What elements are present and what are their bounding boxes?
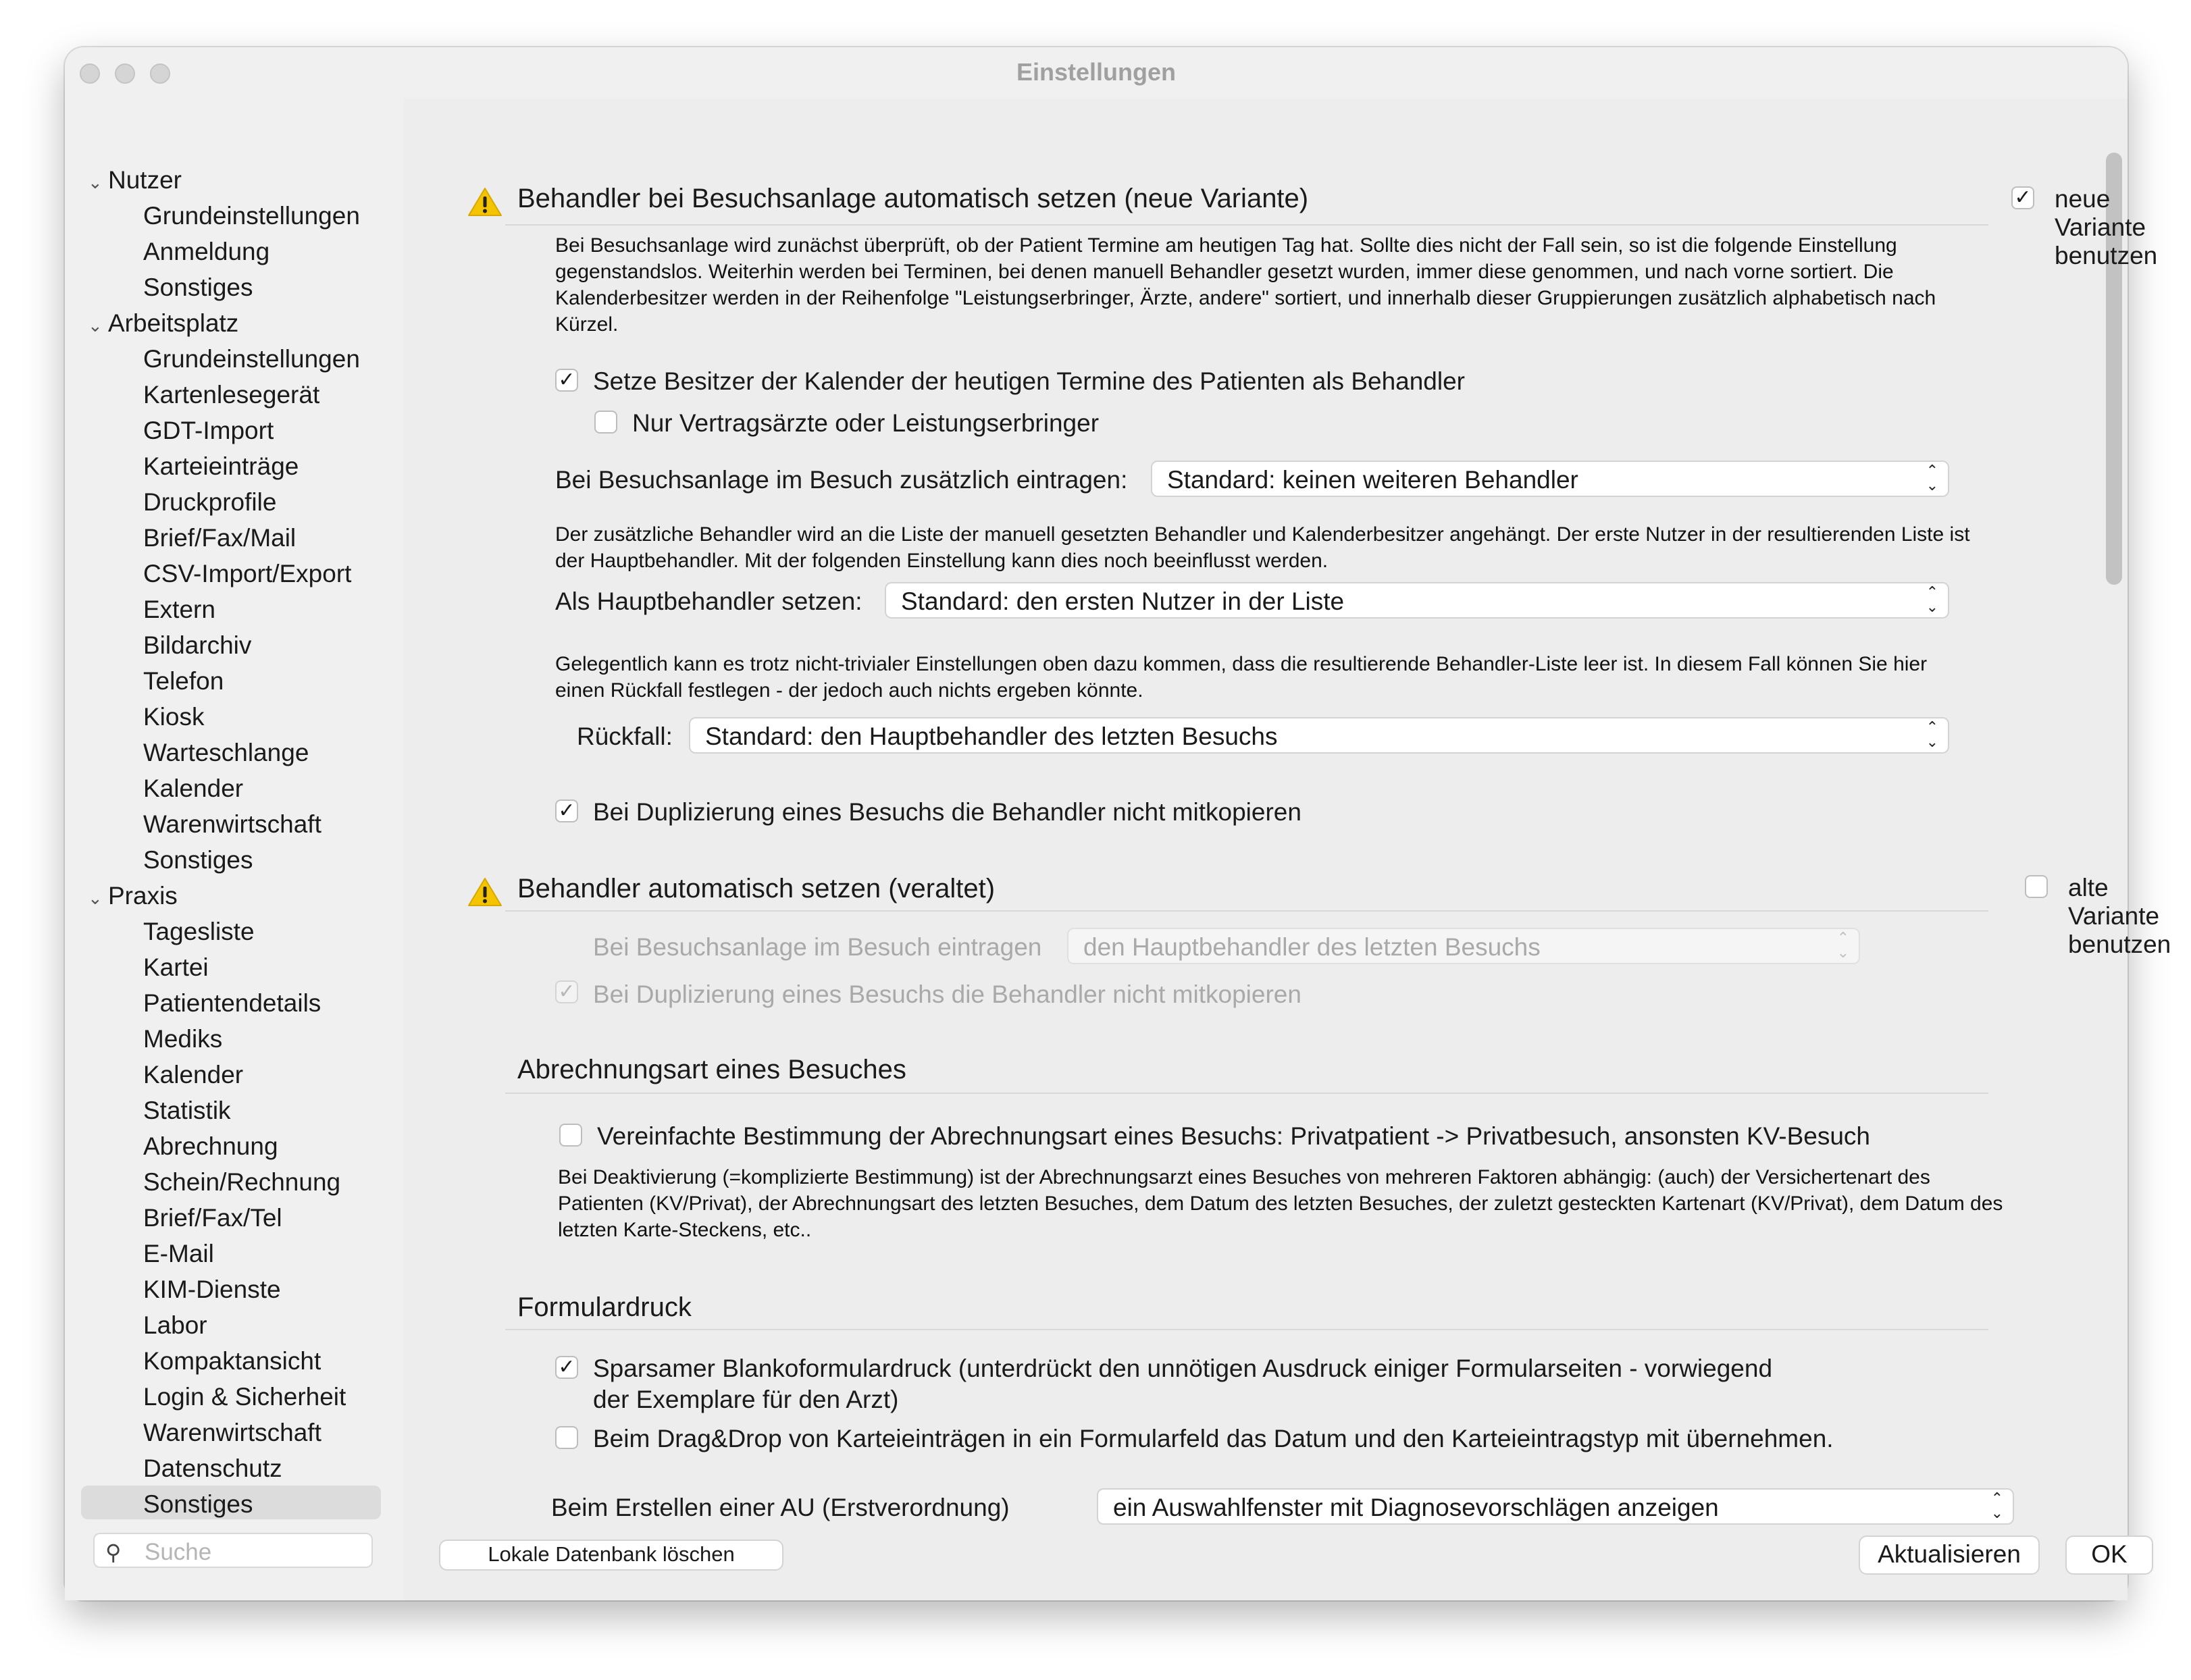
sidebar-item[interactable]: Tagesliste <box>143 918 255 945</box>
sidebar-item[interactable]: Karteieinträge <box>143 452 299 480</box>
sidebar-item[interactable]: Kalender <box>143 1061 244 1088</box>
sidebar <box>65 99 404 1600</box>
sidebar-item[interactable]: Bildarchiv <box>143 631 252 659</box>
simplified-billing-label: Vereinfachte Bestimmung der Abrechnungsart eines Besuchs: Privatpatient -> Privatbesuch, ansonsten KV-Besuch <box>597 1122 1870 1150</box>
sidebar-item[interactable]: Brief/Fax/Mail <box>143 524 297 552</box>
chevron-down-icon[interactable]: ⌄ <box>88 315 103 336</box>
sidebar-item[interactable]: KIM-Dienste <box>143 1276 281 1303</box>
sidebar-item[interactable]: E-Mail <box>143 1240 214 1267</box>
select-arrows-icon: ⌃ ⌄ <box>1926 462 1938 494</box>
sidebar-group-arbeitsplatz[interactable]: ⌄ Arbeitsplatz <box>88 309 239 337</box>
sidebar-group-praxis[interactable]: ⌄ Praxis <box>88 882 178 910</box>
owner-checkbox[interactable]: ✓ <box>555 369 578 392</box>
no-copy-checkbox[interactable]: ✓ <box>555 799 578 822</box>
fallback-description: Gelegentlich kann es trotz nicht-trivialer Einstellungen oben dazu kommen, dass die resultierende Behandler-Liste leer ist. In diesem Fall können Sie hier einen Rückfall festlegen - der jedoch auch nichts ergeben könnte. <box>555 653 1928 702</box>
sidebar-item[interactable]: Statistik <box>143 1097 231 1124</box>
sidebar-item[interactable]: Brief/Fax/Tel <box>143 1204 282 1232</box>
new-variant-checkbox[interactable]: ✓ <box>2011 186 2034 209</box>
search-field[interactable] <box>93 1533 373 1568</box>
sparse-print-checkbox[interactable]: ✓ <box>555 1356 578 1379</box>
sidebar-item[interactable]: Kartei <box>143 953 209 981</box>
sidebar-item[interactable]: CSV-Import/Export <box>143 560 352 587</box>
sidebar-item-selected[interactable]: Sonstiges <box>143 1490 253 1518</box>
settings-content <box>404 99 2171 1600</box>
section-divider <box>505 224 1988 226</box>
additional-label: Bei Besuchsanlage im Besuch zusätzlich eintragen: <box>555 466 1128 494</box>
additional-description: Der zusätzliche Behandler wird an die Liste der manuell gesetzten Behandler und Kalenderbesitzer angehängt. Der erste Nutzer in der resultierenden Liste ist der Hauptbehandler. Mit der folgenden Einstellung kann dies noch beeinflusst werden. <box>555 523 1970 572</box>
drag-drop-checkbox[interactable] <box>555 1426 578 1449</box>
warning-icon <box>467 876 502 908</box>
section-divider <box>505 1329 1988 1330</box>
old-variant-checkbox[interactable] <box>2025 875 2048 898</box>
main-practitioner-label: Als Hauptbehandler setzen: <box>555 587 862 615</box>
title-bar <box>65 47 2128 99</box>
sidebar-item[interactable]: Kompaktansicht <box>143 1347 321 1375</box>
sidebar-item[interactable]: Warteschlange <box>143 739 309 766</box>
sidebar-item[interactable]: Telefon <box>143 667 224 695</box>
sparse-print-label-line1: Sparsamer Blankoformulardruck (unterdrückt den unnötigen Ausdruck einiger Formularseiten - vorwiegend <box>593 1355 1773 1382</box>
chevron-down-icon[interactable]: ⌄ <box>88 172 103 192</box>
select-arrows-icon: ⌃ ⌄ <box>1926 718 1938 750</box>
sidebar-item[interactable]: Kalender <box>143 775 244 802</box>
additional-select[interactable]: Standard: keinen weiteren Behandler ⌃ ⌄ <box>1151 461 1949 497</box>
section-title-new-variant: Behandler bei Besuchsanlage automatisch setzen (neue Variante) <box>517 184 1309 213</box>
au-select[interactable]: ein Auswahlfenster mit Diagnosevorschlägen anzeigen ⌃ ⌄ <box>1097 1488 2014 1525</box>
sidebar-item[interactable]: Schein/Rechnung <box>143 1168 341 1196</box>
section-title-old-variant: Behandler automatisch setzen (veraltet) <box>517 874 996 903</box>
sidebar-item[interactable]: Kiosk <box>143 703 205 731</box>
new-variant-label: neue Variante benutzen <box>2055 185 2158 269</box>
refresh-button[interactable]: Aktualisieren <box>1859 1535 2040 1575</box>
settings-window <box>65 47 2171 1600</box>
fallback-select[interactable]: Standard: den Hauptbehandler des letzten Besuchs ⌃ ⌄ <box>689 717 1949 754</box>
ok-button[interactable]: OK <box>2065 1535 2153 1575</box>
legacy-enter-label: Bei Besuchsanlage im Besuch eintragen <box>593 933 1042 961</box>
search-icon: ⚲ <box>105 1540 122 1565</box>
sidebar-item[interactable]: Mediks <box>143 1025 223 1053</box>
search-placeholder: Suche <box>145 1539 212 1565</box>
warning-icon <box>467 186 502 217</box>
sidebar-item[interactable]: Abrechnung <box>143 1132 278 1160</box>
sidebar-item[interactable]: Labor <box>143 1311 207 1339</box>
sidebar-item[interactable]: Grundeinstellungen <box>143 202 360 230</box>
section-divider <box>505 1093 1988 1094</box>
fallback-label: Rückfall: <box>577 723 673 750</box>
select-arrows-icon: ⌃ ⌄ <box>1926 583 1938 615</box>
sidebar-item[interactable]: Warenwirtschaft <box>143 1419 321 1446</box>
drag-drop-label: Beim Drag&Drop von Karteieinträgen in ein Formularfeld das Datum und den Karteieintragstyp mit übernehmen. <box>593 1425 1834 1452</box>
select-arrows-icon: ⌃ ⌄ <box>1836 929 1849 961</box>
legacy-no-copy-checkbox[interactable]: ✓ <box>555 980 578 1003</box>
sidebar-item[interactable]: Grundeinstellungen <box>143 345 360 373</box>
contract-doctors-checkbox[interactable] <box>594 411 617 434</box>
select-arrows-icon: ⌃ ⌄ <box>1990 1490 2003 1521</box>
delete-local-db-button[interactable]: Lokale Datenbank löschen <box>439 1540 783 1571</box>
section-title-billing: Abrechnungsart eines Besuches <box>517 1055 906 1084</box>
no-copy-label: Bei Duplizierung eines Besuchs die Behandler nicht mitkopieren <box>593 798 1301 826</box>
billing-description: Bei Deaktivierung (=komplizierte Bestimmung) ist der Abrechnungsarzt eines Besuches von mehreren Faktoren abhängig: (auch) der Versichertenart des Patienten (KV/Privat), der Abrechnungsart des letzten Besuches, dem Datum des letzten Besuches, der zuletzt gesteckten Kartenart (KV/Privat), dem Datum des letzten Karte-Steckens, etc.. <box>558 1166 2003 1241</box>
sidebar-item[interactable]: Druckprofile <box>143 488 277 516</box>
section-title-form-print: Formulardruck <box>517 1292 692 1322</box>
section1-description: Bei Besuchsanlage wird zunächst überprüft, ob der Patient Termine am heutigen Tag hat. Sollte dies nicht der Fall sein, so ist die folgende Einstellung gegenstandslos. Weiterhin werden bei Terminen, bei denen manuell Behandler gesetzt wurden, immer diese genommen, und nach vorne sortiert. Die Kalenderbesitzer werden in der Reihenfolge "Leistungserbringer, Ärzte, andere" sortiert, und innerhalb dieser Gruppierungen zusätzlich alphabetisch nach Kürzel. <box>555 234 1936 336</box>
contract-doctors-label: Nur Vertragsärzte oder Leistungserbringer <box>632 409 1100 437</box>
main-practitioner-select[interactable]: Standard: den ersten Nutzer in der Liste ⌃ ⌄ <box>885 582 1949 619</box>
legacy-enter-select[interactable]: den Hauptbehandler des letzten Besuchs ⌃ ⌄ <box>1067 928 1860 964</box>
sidebar-item[interactable]: Warenwirtschaft <box>143 810 321 838</box>
sidebar-item[interactable]: Extern <box>143 596 215 623</box>
legacy-no-copy-label: Bei Duplizierung eines Besuchs die Behandler nicht mitkopieren <box>593 980 1301 1008</box>
au-label: Beim Erstellen einer AU (Erstverordnung) <box>551 1494 1010 1521</box>
simplified-billing-checkbox[interactable] <box>559 1124 582 1147</box>
sidebar-item[interactable]: Datenschutz <box>143 1454 282 1482</box>
sidebar-item[interactable]: Patientendetails <box>143 989 321 1017</box>
sidebar-item[interactable]: Sonstiges <box>143 846 253 874</box>
owner-label: Setze Besitzer der Kalender der heutigen Termine des Patienten als Behandler <box>593 367 1466 395</box>
sidebar-item[interactable]: GDT-Import <box>143 417 274 444</box>
section-divider <box>505 910 1988 912</box>
sidebar-item[interactable]: Sonstiges <box>143 273 253 301</box>
sidebar-item[interactable]: Anmeldung <box>143 238 270 265</box>
chevron-down-icon[interactable]: ⌄ <box>88 888 103 908</box>
sidebar-item[interactable]: Kartenlesegerät <box>143 381 320 409</box>
sidebar-item[interactable]: Login & Sicherheit <box>143 1383 346 1411</box>
sparse-print-label-line2: der Exemplare für den Arzt) <box>593 1386 899 1413</box>
window-title: Einstellungen <box>1016 58 1177 86</box>
sidebar-group-nutzer[interactable]: ⌄ Nutzer <box>88 166 182 194</box>
old-variant-label: alte Variante benutzen <box>2068 874 2171 958</box>
